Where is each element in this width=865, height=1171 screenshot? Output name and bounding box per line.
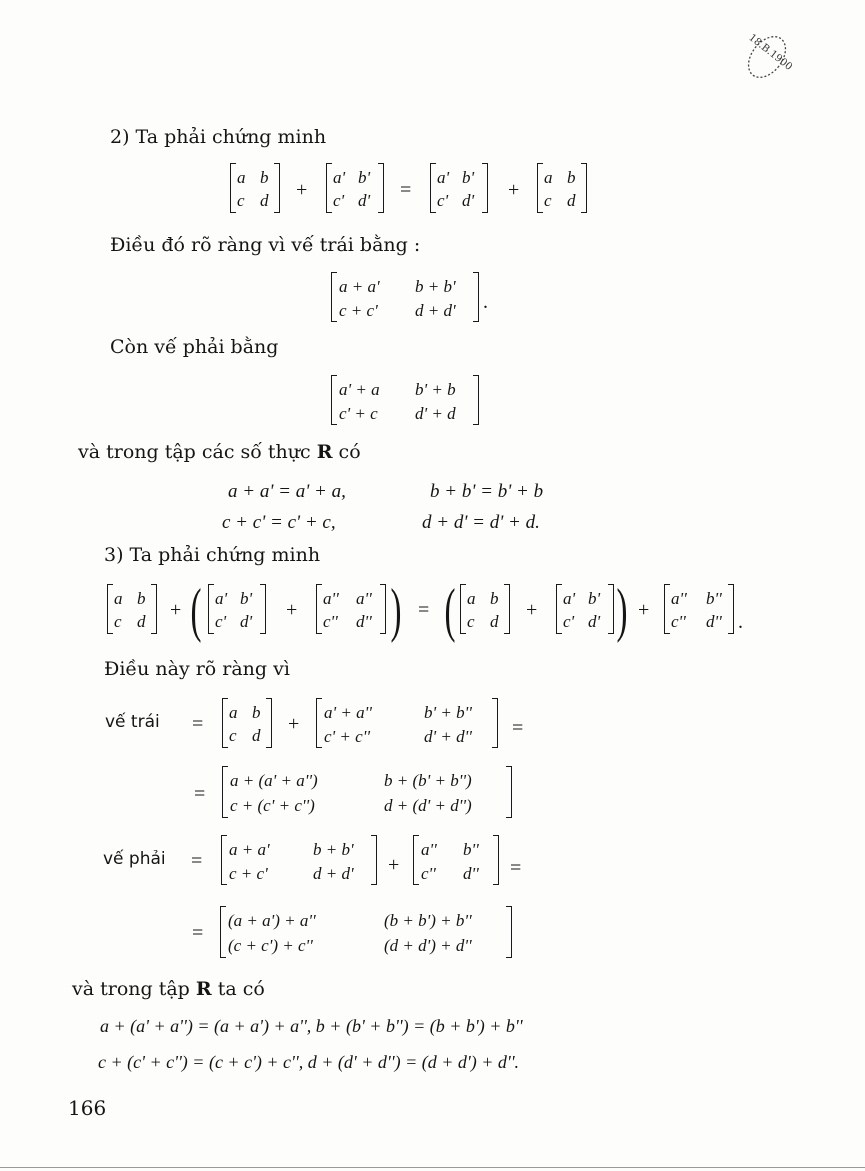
cell: d [260, 191, 269, 210]
cell: d'' [356, 612, 372, 631]
part3-matrix-ab [107, 584, 157, 634]
part2-matrix-ab-2 [537, 163, 587, 213]
set-text-post: ta có [211, 978, 265, 1000]
left-paren: ( [190, 577, 202, 643]
cell: b' [358, 168, 371, 187]
cell: b' [462, 168, 475, 187]
period: . [738, 611, 743, 633]
cell: b' + b'' [424, 703, 472, 722]
part3-matrix-double-prime [316, 584, 386, 634]
cell: a' [437, 168, 450, 187]
cell: a'' [421, 840, 437, 859]
cell: b [252, 703, 261, 722]
cell: d + d' [313, 864, 354, 883]
cell: b + b' [415, 277, 456, 296]
cell: c + c' [339, 301, 378, 320]
right-paren: ) [390, 577, 402, 643]
period: . [483, 291, 488, 313]
right-matrix-double-prime [413, 835, 499, 885]
part2-reals-text [78, 443, 361, 462]
equals-sign: = [192, 922, 204, 944]
plus-sign: + [508, 179, 520, 201]
equals-sign: = [418, 599, 430, 621]
set-symbol: R [195, 978, 212, 1000]
cell: c' [437, 191, 449, 210]
cell: a [114, 589, 123, 608]
plus-sign: + [286, 599, 298, 621]
left-result-matrix [222, 766, 512, 818]
part2-matrix-prime [326, 163, 384, 213]
cell: c'' [323, 612, 338, 631]
cell: b [490, 589, 499, 608]
cell: (b + b') + b'' [384, 911, 472, 930]
set-text-pre: và trong tập [72, 978, 196, 1000]
cell: (d + d') + d'' [384, 936, 472, 955]
equals-sign: = [191, 850, 203, 872]
cell: a' [563, 589, 576, 608]
part3-matrix-double-prime-2 [664, 584, 734, 634]
equals-sign: = [192, 713, 204, 735]
cell: (c + c') + c'' [228, 936, 313, 955]
part2-right-matrix [331, 375, 479, 425]
part2-matrix-prime-2 [430, 163, 488, 213]
cell: d' [588, 612, 601, 631]
plus-sign: + [638, 599, 650, 621]
cell: a' + a [339, 380, 380, 399]
cell: b [137, 589, 146, 608]
cell: d' + d'' [424, 727, 472, 746]
part3-matrix-prime [208, 584, 266, 634]
cell: a'' [356, 589, 372, 608]
cell: d [252, 726, 261, 745]
cell: d' [240, 612, 253, 631]
part3-matrix-prime-2 [556, 584, 614, 634]
cell: a' [333, 168, 346, 187]
cell: a'' [671, 589, 687, 608]
cell: b' [240, 589, 253, 608]
plus-sign: + [296, 179, 308, 201]
page-bottom-rule [0, 1167, 865, 1168]
cell: c + c' [229, 864, 268, 883]
cell: b' [588, 589, 601, 608]
cell: b [567, 168, 576, 187]
reals-text-post: có [332, 441, 361, 463]
cell: b + b' [313, 840, 354, 859]
identity: d + d' = d' + d. [422, 512, 540, 533]
cell: a + a' [339, 277, 380, 296]
cell: a [467, 589, 476, 608]
part2-left-matrix [331, 272, 479, 322]
part2-heading: 2) Ta phải chứng minh [110, 126, 327, 148]
cell: d [567, 191, 576, 210]
final-identity-line-1: a + (a' + a'') = (a + a') + a'', b + (b' + b'') = (b + b') + b'' [100, 1016, 523, 1036]
cell: b + (b' + b'') [384, 771, 472, 790]
cell: c' [215, 612, 227, 631]
page-number: 166 [68, 1096, 107, 1120]
identity: c + c' = c' + c, [222, 512, 336, 533]
cell: d'' [463, 864, 479, 883]
left-paren: ( [444, 577, 456, 643]
equals-sign: = [512, 717, 524, 739]
right-paren: ) [616, 577, 628, 643]
cell: c + (c' + c'') [230, 796, 315, 815]
cell: a + (a' + a'') [230, 771, 318, 790]
cell: c [237, 191, 245, 210]
reals-symbol: R [316, 441, 333, 463]
part3-heading: 3) Ta phải chứng minh [104, 544, 321, 566]
cell: d'' [706, 612, 722, 631]
stamp-text: 18.B.1900 [746, 32, 795, 73]
cell: c' + c [339, 404, 378, 423]
cell: (a + a') + a'' [228, 911, 316, 930]
identity: b + b' = b' + b [430, 481, 544, 502]
cell: b' + b [415, 380, 456, 399]
cell: c [467, 612, 475, 631]
part3-set-text [72, 980, 265, 999]
cell: c [114, 612, 122, 631]
cell: d' [462, 191, 475, 210]
plus-sign: + [526, 599, 538, 621]
left-matrix-ab [222, 698, 272, 748]
cell: d [137, 612, 146, 631]
cell: a'' [323, 589, 339, 608]
cell: b [260, 168, 269, 187]
cell: a [229, 703, 238, 722]
cell: a [544, 168, 553, 187]
cell: c' + c'' [324, 727, 370, 746]
part2-right-text: Còn vế phải bằng [110, 336, 279, 358]
right-result-matrix [220, 906, 512, 958]
cell: c'' [671, 612, 686, 631]
cell: b'' [463, 840, 479, 859]
cell: d + (d' + d'') [384, 796, 472, 815]
cell: c [229, 726, 237, 745]
cell: a + a' [229, 840, 270, 859]
equals-sign: = [510, 857, 522, 879]
left-matrix-sum [316, 698, 498, 748]
part3-reason-text: Điều này rõ ràng vì [104, 658, 290, 680]
reals-text-pre: và trong tập các số thực [78, 441, 317, 463]
plus-sign: + [170, 599, 182, 621]
cell: d + d' [415, 301, 456, 320]
part2-matrix-ab [230, 163, 280, 213]
cell: d [490, 612, 499, 631]
identity: a + a' = a' + a, [228, 481, 346, 502]
cell: a [237, 168, 246, 187]
cell: d' [358, 191, 371, 210]
plus-sign: + [388, 854, 400, 876]
cell: c [544, 191, 552, 210]
cell: d' + d [415, 404, 456, 423]
part3-matrix-ab-2 [460, 584, 510, 634]
part2-left-text: Điều đó rõ ràng vì vế trái bằng : [110, 234, 421, 256]
equals-sign: = [194, 783, 206, 805]
right-side-label: vế phải [103, 849, 166, 869]
cell: c' [563, 612, 575, 631]
cell: c' [333, 191, 345, 210]
plus-sign: + [288, 713, 300, 735]
cell: c'' [421, 864, 436, 883]
equals-sign: = [400, 179, 412, 201]
right-matrix-sum [221, 835, 377, 885]
cell: a' + a'' [324, 703, 372, 722]
left-side-label: vế trái [105, 712, 160, 732]
cell: b'' [706, 589, 722, 608]
final-identity-line-2: c + (c' + c'') = (c + c') + c'', d + (d' + d'') = (d + d') + d''. [98, 1052, 520, 1072]
cell: a' [215, 589, 228, 608]
